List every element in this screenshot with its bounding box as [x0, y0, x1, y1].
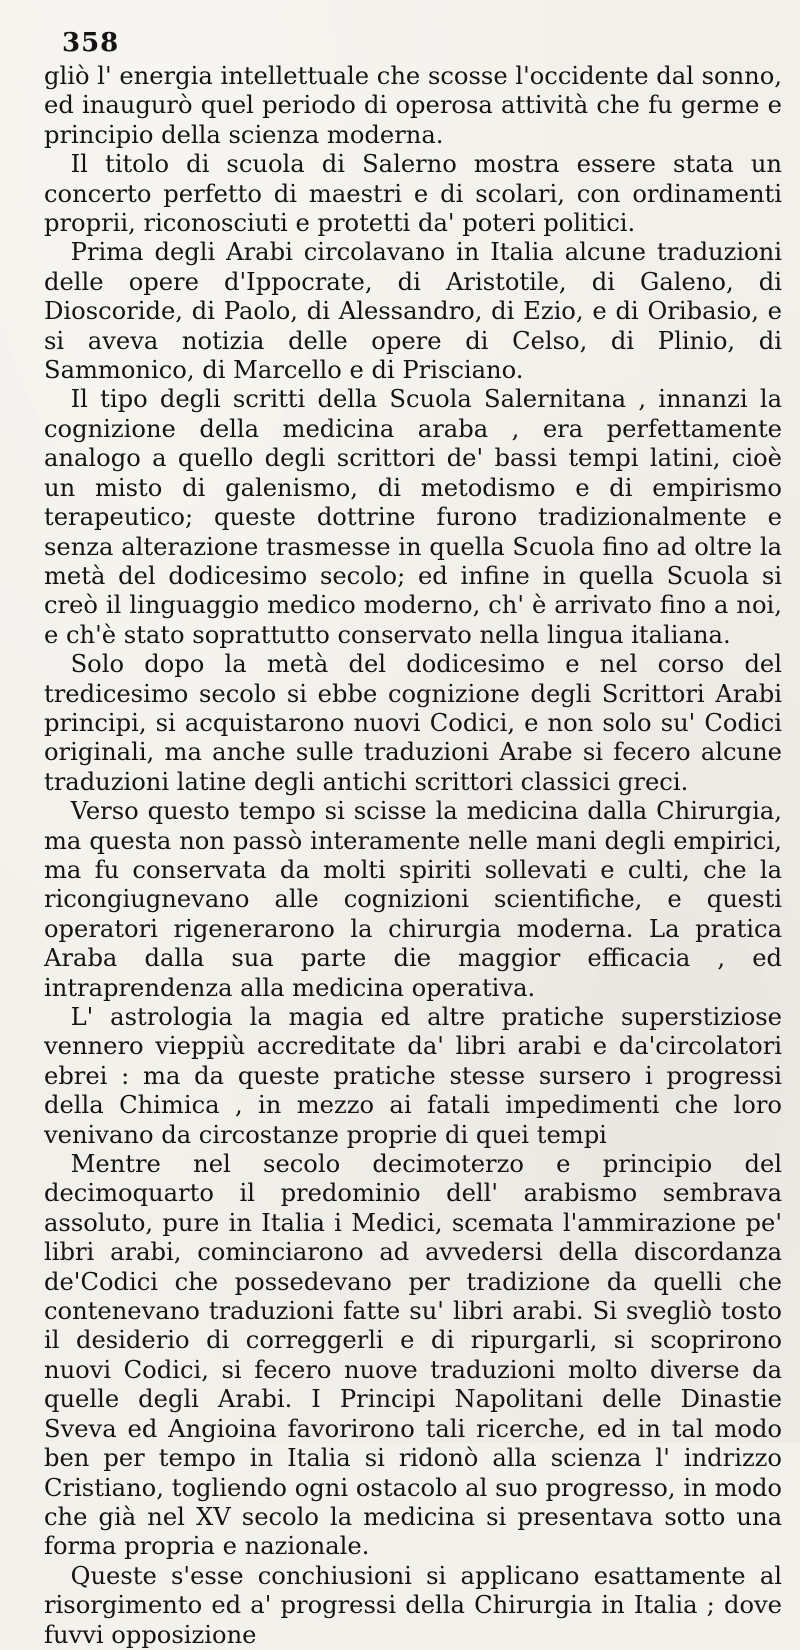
paragraph-7: L' astrologia la magia ed altre pratiche superstiziose vennero vieppiù accreditate da' libri arabi e da'circolatori ebrei : ma da queste pratiche stesse sursero i progressi della Chimica , in mezzo ai fatali impedimenti che loro venivano da circostanze proprie di quei tempi [44, 1003, 782, 1149]
paragraph-2: Il titolo di scuola di Salerno mostra essere stata un concerto perfetto di maestri e di scolari, con ordinamenti proprii, riconosciuti e protetti da' poteri politici. [44, 150, 782, 238]
paragraph-8: Mentre nel secolo decimoterzo e principio del decimoquarto il predominio dell' arabismo sembrava assoluto, pure in Italia i Medici, scemata l'ammirazione pe' libri arabi, cominciarono ad avvedersi della discordanza de'Codici che possedevano per tradizione da quelli che contenevano traduzioni fatte su' libri arabi. Si svegliò tosto il desiderio di correggerli e di ripurgarli, si scoprirono nuovi Codici, si fecero nuove traduzioni molto diverse da quelle degli Arabi. I Principi Napolitani delle Dinastie Sveva ed Angioina favorirono tali ricerche, ed in tal modo ben per tempo in Italia si ridonò alla scienza l' indrizzo Cristiano, togliendo ogni ostacolo al suo progresso, in modo che già nel XV secolo la medicina si presentava sotto una forma propria e nazionale. [44, 1150, 782, 1561]
paragraph-9: Queste s'esse conchiusioni si applicano esattamente al risorgimento ed a' progressi della Chirurgia in Italia ; dove fuvvi opposizione [44, 1561, 782, 1649]
body-text [44, 62, 782, 1650]
paragraph-5: Solo dopo la metà del dodicesimo e nel corso del tredicesimo secolo si ebbe cognizione degli Scrittori Arabi principi, si acquistarono nuovi Codici, e non solo su' Codici originali, ma anche sulle traduzioni Arabe si fecero alcune traduzioni latine degli antichi scrittori classici greci. [44, 650, 782, 796]
page-number: 358 [62, 28, 120, 58]
paragraph-3: Prima degli Arabi circolavano in Italia alcune traduzioni delle opere d'Ippocrate, di Aristotile, di Galeno, di Dioscoride, di Paolo, di Alessandro, di Ezio, e di Oribasio, e si aveva notizia delle opere di Celso, di Plinio, di Sammonico, di Marcello e di Prisciano. [44, 238, 782, 385]
paragraph-1: gliò l' energia intellettuale che scosse l'occidente dal sonno, ed inaugurò quel periodo di operosa attività che fu germe e principio della scienza moderna. [44, 62, 782, 149]
paragraph-6: Verso questo tempo si scisse la medicina dalla Chirurgia, ma questa non passò interamente nelle mani degli empirici, ma fu conservata da molti spiriti sollevati e culti, che la ricongiugnevano alle cognizioni scientifiche, e questi operatori rigenerarono la chirurgia moderna. La pratica Araba dalla sua parte die maggior efficacia , ed intraprendenza alla medicina operativa. [44, 797, 782, 1002]
paragraph-4: Il tipo degli scritti della Scuola Salernitana , innanzi la cognizione della medicina araba , era perfettamente analogo a quello degli scrittori de' bassi tempi latini, cioè un misto di galenismo, di metodismo e di empirismo terapeutico; queste dottrine furono tradizionalmente e senza alterazione trasmesse in quella Scuola fino ad oltre la metà del dodicesimo secolo; ed infine in quella Scuola si creò il linguaggio medico moderno, ch' è arrivato fino a noi, e ch'è stato soprattutto conservato nella lingua italiana. [44, 385, 782, 649]
